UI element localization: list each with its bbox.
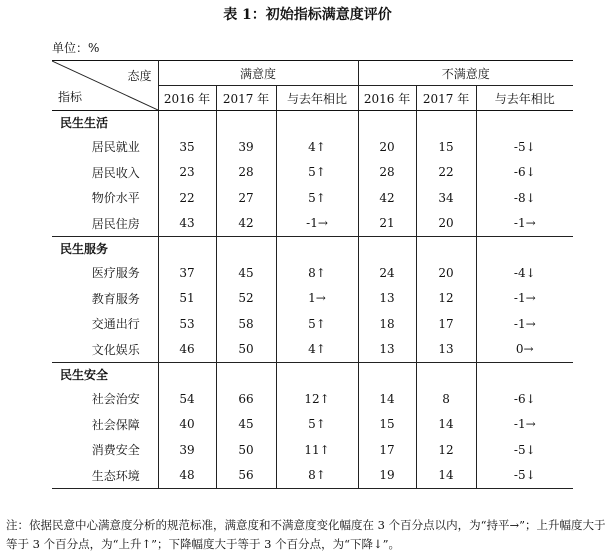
cell-u16: 19 bbox=[358, 463, 416, 489]
cell-s17: 45 bbox=[216, 412, 276, 438]
empty-cell bbox=[476, 111, 573, 135]
cell-s17: 39 bbox=[216, 134, 276, 160]
table-row bbox=[52, 185, 573, 211]
cell-u16: 13 bbox=[358, 337, 416, 363]
table-row bbox=[52, 337, 573, 363]
cell-uc: -1→ bbox=[513, 417, 536, 432]
row-label: 教育服务 bbox=[52, 286, 158, 312]
cell-s17: 52 bbox=[216, 286, 276, 312]
diagonal-header-cell bbox=[52, 61, 158, 111]
col-2016-satisfied: 2016 年 bbox=[158, 86, 216, 111]
cell-sc: 4↑ bbox=[276, 337, 358, 363]
cell-s17: 27 bbox=[216, 185, 276, 211]
cell-uc: -1→ bbox=[513, 291, 536, 306]
cell-uc: -6↓ bbox=[513, 165, 536, 180]
empty-cell bbox=[476, 237, 573, 261]
cell-u17: 14 bbox=[416, 412, 476, 438]
row-label: 文化娱乐 bbox=[52, 337, 158, 363]
cell-u17: 12 bbox=[416, 286, 476, 312]
table-row bbox=[52, 412, 573, 438]
table-row bbox=[52, 437, 573, 463]
col-compare-unsatisfied: 与去年相比 bbox=[476, 86, 573, 111]
cell-sc: 8↑ bbox=[276, 260, 358, 286]
row-label: 居民收入 bbox=[52, 160, 158, 186]
satisfaction-table bbox=[52, 60, 573, 489]
cell-uc: -5↓ bbox=[513, 442, 536, 457]
row-label: 医疗服务 bbox=[52, 260, 158, 286]
empty-cell bbox=[416, 237, 476, 261]
cell-u17: 20 bbox=[416, 211, 476, 237]
table-row bbox=[52, 134, 573, 160]
col-2017-unsatisfied: 2017 年 bbox=[416, 86, 476, 111]
cell-u16: 14 bbox=[358, 386, 416, 412]
cell-s17: 42 bbox=[216, 211, 276, 237]
row-label: 居民住房 bbox=[52, 211, 158, 237]
cell-u16: 13 bbox=[358, 286, 416, 312]
cell-uc: -5↓ bbox=[513, 139, 536, 154]
col-2017-satisfied: 2017 年 bbox=[216, 86, 276, 111]
cell-sc: 1→ bbox=[276, 286, 358, 312]
cell-s16: 43 bbox=[158, 211, 216, 237]
cell-s16: 23 bbox=[158, 160, 216, 186]
group-row bbox=[52, 237, 573, 261]
satisfied-header: 满意度 bbox=[158, 61, 358, 86]
cell-sc: 12↑ bbox=[276, 386, 358, 412]
cell-u17: 34 bbox=[416, 185, 476, 211]
cell-u17: 12 bbox=[416, 437, 476, 463]
empty-cell bbox=[216, 111, 276, 135]
cell-u16: 42 bbox=[358, 185, 416, 211]
cell-u17: 22 bbox=[416, 160, 476, 186]
table-row bbox=[52, 386, 573, 412]
group-title: 民生生活 bbox=[52, 111, 158, 135]
empty-cell bbox=[158, 237, 216, 261]
unit-label: 单位：% bbox=[52, 41, 100, 55]
table-row bbox=[52, 211, 573, 237]
group-row bbox=[52, 111, 573, 135]
table-title: 表 1：初始指标满意度评价 bbox=[223, 7, 392, 23]
cell-s16: 37 bbox=[158, 260, 216, 286]
cell-s16: 48 bbox=[158, 463, 216, 489]
cell-sc: 11↑ bbox=[276, 437, 358, 463]
cell-u17: 17 bbox=[416, 311, 476, 337]
attitude-header: 态度 bbox=[127, 69, 152, 83]
cell-s16: 54 bbox=[158, 386, 216, 412]
table-row bbox=[52, 463, 573, 489]
cell-u17: 8 bbox=[416, 386, 476, 412]
indicator-header: 指标 bbox=[58, 90, 83, 104]
cell-sc: 5↑ bbox=[276, 160, 358, 186]
empty-cell bbox=[158, 363, 216, 387]
empty-cell bbox=[276, 111, 358, 135]
cell-u16: 17 bbox=[358, 437, 416, 463]
cell-s16: 53 bbox=[158, 311, 216, 337]
row-label: 物价水平 bbox=[52, 185, 158, 211]
empty-cell bbox=[416, 363, 476, 387]
table-row bbox=[52, 160, 573, 186]
cell-uc: -1→ bbox=[476, 211, 573, 237]
empty-cell bbox=[276, 237, 358, 261]
empty-cell bbox=[276, 363, 358, 387]
cell-u17: 13 bbox=[416, 337, 476, 363]
cell-s16: 40 bbox=[158, 412, 216, 438]
empty-cell bbox=[216, 363, 276, 387]
cell-u16: 15 bbox=[358, 412, 416, 438]
cell-sc: -1→ bbox=[276, 211, 358, 237]
row-label: 生态环境 bbox=[52, 463, 158, 489]
cell-uc: -4↓ bbox=[513, 265, 536, 280]
col-compare-satisfied: 与去年相比 bbox=[276, 86, 358, 111]
empty-cell bbox=[358, 237, 416, 261]
row-label: 交通出行 bbox=[52, 311, 158, 337]
cell-sc: 4↑ bbox=[276, 134, 358, 160]
cell-uc: -5↓ bbox=[476, 463, 573, 489]
cell-s17: 66 bbox=[216, 386, 276, 412]
cell-s17: 50 bbox=[216, 437, 276, 463]
empty-cell bbox=[158, 111, 216, 135]
cell-sc: 5↑ bbox=[276, 185, 358, 211]
cell-s16: 39 bbox=[158, 437, 216, 463]
group-title: 民生安全 bbox=[52, 363, 158, 387]
cell-u17: 20 bbox=[416, 260, 476, 286]
cell-uc: -8↓ bbox=[513, 190, 536, 205]
cell-s17: 56 bbox=[216, 463, 276, 489]
cell-u17: 15 bbox=[416, 134, 476, 160]
cell-s17: 50 bbox=[216, 337, 276, 363]
cell-s16: 46 bbox=[158, 337, 216, 363]
group-row bbox=[52, 363, 573, 387]
cell-uc: 0→ bbox=[476, 337, 573, 363]
cell-u16: 18 bbox=[358, 311, 416, 337]
col-2016-unsatisfied: 2016 年 bbox=[358, 86, 416, 111]
cell-uc: -6↓ bbox=[513, 391, 536, 406]
cell-uc: -1→ bbox=[513, 316, 536, 331]
cell-sc: 5↑ bbox=[276, 311, 358, 337]
cell-s17: 28 bbox=[216, 160, 276, 186]
empty-cell bbox=[216, 237, 276, 261]
cell-u16: 24 bbox=[358, 260, 416, 286]
cell-u16: 21 bbox=[358, 211, 416, 237]
unsatisfied-header: 不满意度 bbox=[358, 61, 573, 86]
row-label: 居民就业 bbox=[52, 134, 158, 160]
empty-cell bbox=[416, 111, 476, 135]
table-row bbox=[52, 286, 573, 312]
cell-s16: 35 bbox=[158, 134, 216, 160]
cell-u17: 14 bbox=[416, 463, 476, 489]
cell-sc: 5↑ bbox=[276, 412, 358, 438]
group-title: 民生服务 bbox=[52, 237, 158, 261]
cell-s17: 58 bbox=[216, 311, 276, 337]
cell-u16: 28 bbox=[358, 160, 416, 186]
cell-sc: 8↑ bbox=[276, 463, 358, 489]
cell-s17: 45 bbox=[216, 260, 276, 286]
cell-s16: 22 bbox=[158, 185, 216, 211]
table-row bbox=[52, 311, 573, 337]
empty-cell bbox=[358, 363, 416, 387]
table-row bbox=[52, 260, 573, 286]
row-label: 社会保障 bbox=[52, 412, 158, 438]
row-label: 社会治安 bbox=[52, 386, 158, 412]
cell-u16: 20 bbox=[358, 134, 416, 160]
cell-s16: 51 bbox=[158, 286, 216, 312]
table-note: 注：依据民意中心满意度分析的规范标准，满意度和不满意度变化幅度在 3 个百分点以内，为“持平→”；上升幅度大于等于 3 个百分点，为“上升↑”；下降幅度大于等于 3 个百分点，为“下降↓”。 bbox=[6, 518, 606, 551]
row-label: 消费安全 bbox=[52, 437, 158, 463]
empty-cell bbox=[476, 363, 573, 387]
empty-cell bbox=[358, 111, 416, 135]
